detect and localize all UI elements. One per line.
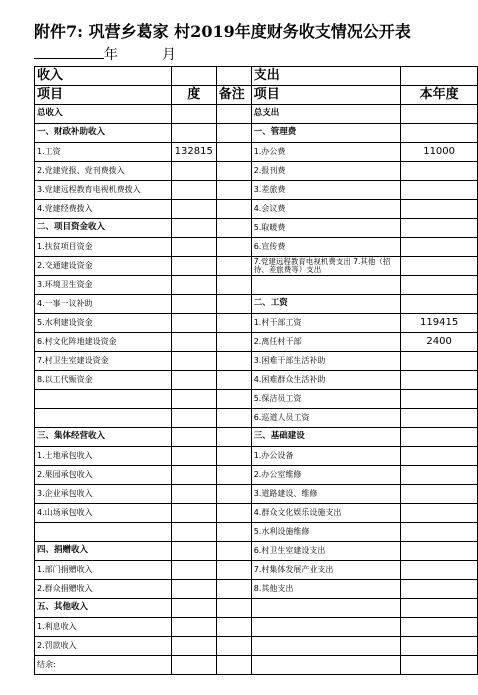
- income-item-cell: 四、捐赠收入: [35, 542, 172, 561]
- income-value-cell: [171, 409, 216, 428]
- income-item-cell: 4.一事一议补助: [35, 295, 172, 314]
- table-row: [35, 523, 478, 542]
- expense-item-cell: 1.办公设备: [251, 447, 401, 466]
- remark-cell: [216, 409, 251, 428]
- income-value-cell: [171, 580, 216, 599]
- income-item-cell: 2.群众捐赠收入: [35, 580, 172, 599]
- expense-item-cell: 3.道路建设、维修: [251, 485, 401, 504]
- income-item-cell: 1.扶贫项目资金: [35, 238, 172, 257]
- remark-cell: [216, 124, 251, 143]
- expense-item-cell: 1.村干部工资: [251, 314, 401, 333]
- expense-item-cell: 三、基础建设: [251, 428, 401, 447]
- remark-cell: [216, 656, 251, 675]
- expense-value-cell: [401, 162, 478, 181]
- remark-cell: [216, 352, 251, 371]
- table-row: [35, 447, 478, 466]
- expense-item-cell: 1.办公费: [251, 143, 401, 162]
- expense-value-cell: [401, 371, 478, 390]
- remark-cell: [216, 485, 251, 504]
- income-value-cell: [171, 542, 216, 561]
- income-value-cell: [171, 523, 216, 542]
- expense-value-cell: [401, 390, 478, 409]
- remark-cell: [216, 143, 251, 162]
- income-value-cell: [171, 485, 216, 504]
- remark-cell: [216, 333, 251, 352]
- table-row: [35, 466, 478, 485]
- expense-item-cell: 6.宣传费: [251, 238, 401, 257]
- expense-item-cell: 4.会议费: [251, 200, 401, 219]
- expense-value-cell: [401, 295, 478, 314]
- income-value-cell: [171, 599, 216, 618]
- expense-item-cell: [251, 656, 401, 675]
- table-row: [35, 409, 478, 428]
- remark-cell: [216, 219, 251, 238]
- table-row: [35, 238, 478, 257]
- income-item-cell: 4.党建经费拨入: [35, 200, 172, 219]
- income-item-cell: 6.村文化阵地建设资金: [35, 333, 172, 352]
- expense-item-cell: 二、工资: [251, 295, 401, 314]
- income-value-cell: [171, 238, 216, 257]
- degree-header: 度: [171, 86, 216, 105]
- expense-value-cell: [401, 257, 478, 276]
- expense-value-cell: [401, 466, 478, 485]
- expense-value-cell: [401, 580, 478, 599]
- remark-cell: [216, 523, 251, 542]
- remark-cell: [216, 466, 251, 485]
- remark-cell: [216, 314, 251, 333]
- year-label: 年: [104, 47, 118, 63]
- page-title: 附件7: 巩营乡葛家 村2019年度财务收支情况公开表: [34, 22, 411, 41]
- income-value-cell: [171, 637, 216, 656]
- expense-item-cell: 7.村集体发展产业支出: [251, 561, 401, 580]
- expense-item-cell: 5.保洁员工资: [251, 390, 401, 409]
- expense-item-cell: 2.离任村干部: [251, 333, 401, 352]
- table-row: [35, 200, 478, 219]
- income-item-cell: 二、项目资金收入: [35, 219, 172, 238]
- income-value-cell: [171, 428, 216, 447]
- expense-value-cell: [401, 618, 478, 637]
- income-value-cell: [171, 390, 216, 409]
- expense-item-cell: 5.取暖费: [251, 219, 401, 238]
- expense-value-cell: [401, 637, 478, 656]
- income-value-cell: [171, 333, 216, 352]
- expense-item-cell: 3.困难干部生活补助: [251, 352, 401, 371]
- expense-item-cell: 总支出: [251, 105, 401, 124]
- table-row: [35, 333, 478, 352]
- income-item-cell: 7.村卫生室建设资金: [35, 352, 172, 371]
- remark-cell: [216, 428, 251, 447]
- income-item-cell: 2.党建党报、党刊费拨入: [35, 162, 172, 181]
- expense-item-cell: 2.报刊费: [251, 162, 401, 181]
- expense-item-cell: [251, 599, 401, 618]
- expense-value-cell: 2400: [401, 333, 478, 352]
- remark-cell: [216, 580, 251, 599]
- income-value-cell: [171, 371, 216, 390]
- income-item-cell: 2.罚款收入: [35, 637, 172, 656]
- income-value-cell: [171, 504, 216, 523]
- table-row: [35, 181, 478, 200]
- income-value-cell: [171, 618, 216, 637]
- income-item-cell: 三、集体经营收入: [35, 428, 172, 447]
- income-item-cell: 五、其他收入: [35, 599, 172, 618]
- expense-value-cell: [401, 219, 478, 238]
- expense-item-cell: 2.办公室维修: [251, 466, 401, 485]
- table-row: [35, 143, 478, 162]
- income-value-cell: [171, 466, 216, 485]
- income-value-cell: [171, 162, 216, 181]
- remark-cell: [216, 637, 251, 656]
- table-row: [35, 618, 478, 637]
- table-row: [35, 276, 478, 295]
- income-value-cell: [171, 276, 216, 295]
- income-value-cell: [171, 105, 216, 124]
- income-header: 收入: [35, 67, 172, 86]
- table-row: [35, 580, 478, 599]
- remark-cell: [216, 238, 251, 257]
- table-row: [35, 656, 478, 675]
- income-value-cell: [171, 181, 216, 200]
- expense-value-cell: [401, 238, 478, 257]
- expense-value-cell: [401, 352, 478, 371]
- income-item-cell: 3.党建远程教育电视机费拨入: [35, 181, 172, 200]
- section-header-row: [35, 67, 478, 86]
- remark-cell: [216, 181, 251, 200]
- expense-item-cell: [251, 637, 401, 656]
- table-row: [35, 257, 478, 276]
- remark-cell: [216, 504, 251, 523]
- expense-value-cell: [401, 504, 478, 523]
- expense-item-cell: 4.困难群众生活补助: [251, 371, 401, 390]
- income-item-cell: [35, 390, 172, 409]
- table-row: [35, 485, 478, 504]
- month-label: 月: [162, 47, 176, 63]
- expense-value-cell: [401, 485, 478, 504]
- table-row: [35, 390, 478, 409]
- remark-cell: [216, 447, 251, 466]
- expense-value-cell: [401, 200, 478, 219]
- expense-value-cell: [401, 561, 478, 580]
- income-item-cell: [35, 409, 172, 428]
- income-value-cell: [171, 257, 216, 276]
- expense-value-cell: [401, 124, 478, 143]
- income-value-cell: [171, 352, 216, 371]
- expense-value-cell: 11000: [401, 143, 478, 162]
- income-item-cell: 1.工资: [35, 143, 172, 162]
- remark-cell: [216, 618, 251, 637]
- expense-item-cell: 3.差旅费: [251, 181, 401, 200]
- item-left-header: 项目: [35, 86, 172, 105]
- expense-header: 支出: [251, 67, 401, 86]
- income-value-cell: [171, 447, 216, 466]
- income-item-cell: [35, 523, 172, 542]
- table-row: [35, 371, 478, 390]
- expense-value-cell: [401, 276, 478, 295]
- table-row: [35, 542, 478, 561]
- remark-cell: [216, 390, 251, 409]
- income-item-cell: 3.企业承包收入: [35, 485, 172, 504]
- year-blank: [34, 58, 104, 59]
- remark-cell: [216, 599, 251, 618]
- expense-item-cell: 8.其他支出: [251, 580, 401, 599]
- expense-value-cell: [401, 656, 478, 675]
- expense-value-cell: [401, 599, 478, 618]
- expense-value-cell: 119415: [401, 314, 478, 333]
- table-row: [35, 124, 478, 143]
- expense-item-cell: 4.群众文化娱乐设施支出: [251, 504, 401, 523]
- table-row: [35, 428, 478, 447]
- column-header-row: [35, 86, 478, 105]
- remark-cell: [216, 371, 251, 390]
- income-item-cell: 总收入: [35, 105, 172, 124]
- income-value-cell: [171, 295, 216, 314]
- remark-cell: [216, 257, 251, 276]
- income-item-cell: 结余:: [35, 656, 172, 675]
- income-item-cell: 一、财政补助收入: [35, 124, 172, 143]
- income-value-cell: [171, 561, 216, 580]
- income-value-cell: [171, 314, 216, 333]
- expense-item-cell: 6.村卫生室建设支出: [251, 542, 401, 561]
- remark-cell: [216, 561, 251, 580]
- income-item-cell: 2.果园承包收入: [35, 466, 172, 485]
- expense-value-cell: [401, 447, 478, 466]
- table-row: [35, 314, 478, 333]
- table-row: [35, 561, 478, 580]
- income-item-cell: 1.土地承包收入: [35, 447, 172, 466]
- expense-value-cell: [401, 428, 478, 447]
- expense-item-cell: 6.巡道人员工资: [251, 409, 401, 428]
- income-value-cell: [171, 124, 216, 143]
- item-right-header: 项目: [251, 86, 401, 105]
- remark-header: 备注: [216, 86, 251, 105]
- table-row: [35, 637, 478, 656]
- table-row: [35, 105, 478, 124]
- income-value-cell: [171, 656, 216, 675]
- expense-item-cell: 5.水利设施维修: [251, 523, 401, 542]
- expense-value-cell: [401, 409, 478, 428]
- expense-value-cell: [401, 542, 478, 561]
- expense-value-cell: [401, 105, 478, 124]
- table-row: [35, 219, 478, 238]
- income-item-cell: 3.环境卫生资金: [35, 276, 172, 295]
- income-value-cell: [171, 200, 216, 219]
- remark-cell: [216, 105, 251, 124]
- table-row: [35, 162, 478, 181]
- date-line: [34, 45, 478, 65]
- table-row: [35, 599, 478, 618]
- remark-cell: [216, 162, 251, 181]
- income-item-cell: 1.部门捐赠收入: [35, 561, 172, 580]
- this-year-header: 本年度: [401, 86, 478, 105]
- income-item-cell: 5.水利建设资金: [35, 314, 172, 333]
- expense-value-cell: [401, 523, 478, 542]
- income-value-cell: 132815: [171, 143, 216, 162]
- expense-item-cell: [251, 618, 401, 637]
- income-item-cell: 2.交通建设资金: [35, 257, 172, 276]
- expense-item-cell: 一、管理费: [251, 124, 401, 143]
- expense-value-cell: [401, 181, 478, 200]
- income-item-cell: 8.以工代赈资金: [35, 371, 172, 390]
- table-row: [35, 504, 478, 523]
- expense-item-cell: 7.党建远程教育电视机费支出 7.其他（招待、差旅费等）支出: [251, 257, 401, 276]
- expense-item-cell: [251, 276, 401, 295]
- finance-table: [34, 66, 478, 675]
- income-item-cell: 1.利息收入: [35, 618, 172, 637]
- income-item-cell: 4.山场承包收入: [35, 504, 172, 523]
- remark-cell: [216, 295, 251, 314]
- income-value-cell: [171, 219, 216, 238]
- table-row: [35, 352, 478, 371]
- table-row: [35, 295, 478, 314]
- remark-cell: [216, 200, 251, 219]
- remark-cell: [216, 542, 251, 561]
- remark-cell: [216, 276, 251, 295]
